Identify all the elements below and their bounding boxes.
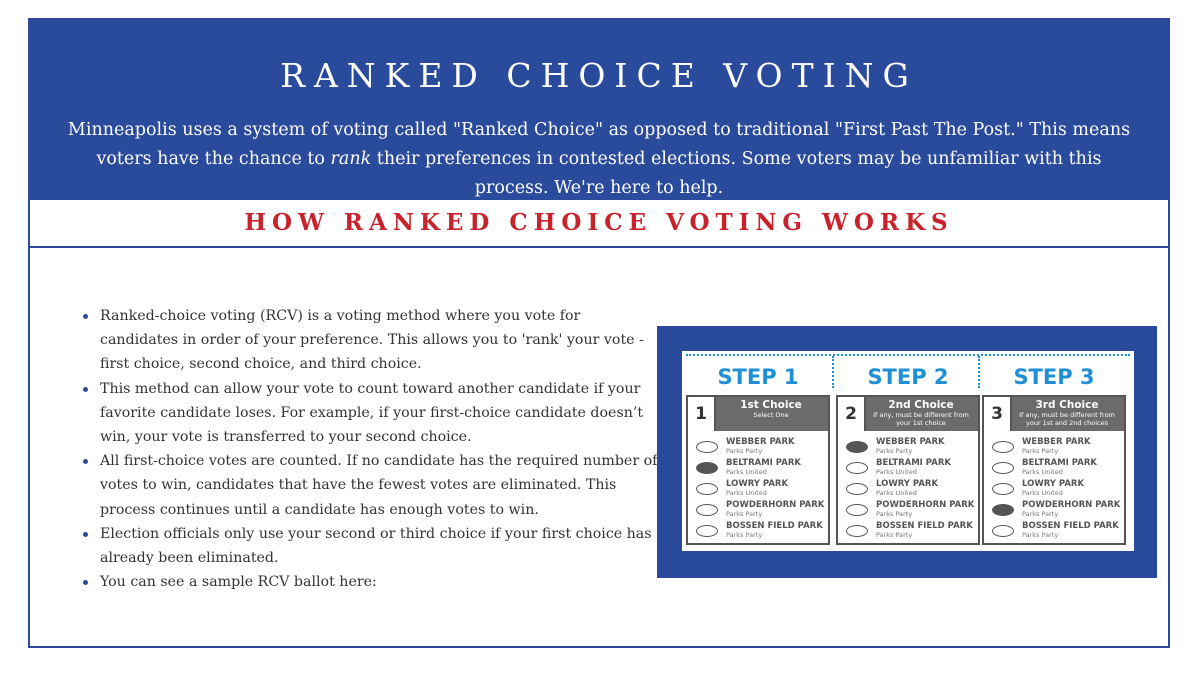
ballot-option bbox=[838, 479, 978, 501]
header-band bbox=[30, 20, 1168, 200]
ballot-option bbox=[984, 500, 1124, 522]
candidate-name: BELTRAMI PARK bbox=[1022, 458, 1097, 468]
ballot-option bbox=[688, 479, 828, 501]
ballot-option bbox=[838, 500, 978, 522]
section-heading: HOW RANKED CHOICE VOTING WORKS bbox=[30, 200, 1168, 248]
candidate-party: Parks United bbox=[726, 468, 767, 476]
bullet-item: Ranked-choice voting (RCV) is a voting method where you vote for candidates in order of your preference. This allows you to 'rank' your vote - first choice, second choice, and third choice. bbox=[100, 304, 660, 377]
dotted-rule bbox=[686, 354, 1130, 356]
step-title: STEP 1 bbox=[717, 365, 799, 389]
choice-title: 1st Choice bbox=[740, 399, 802, 411]
ballot-option bbox=[688, 437, 828, 459]
candidate-party: Parks Party bbox=[1022, 447, 1059, 455]
bullet-item: Election officials only use your second or third choice if your first choice has already been eliminated. bbox=[100, 522, 660, 570]
ballot-option bbox=[838, 458, 978, 480]
ballot-option bbox=[688, 500, 828, 522]
bullet-item: All first-choice votes are counted. If no candidate has the required number of votes to win, candidates that have the fewest votes are eliminated. This process continues until a candidate has enough votes to win. bbox=[100, 449, 660, 522]
candidate-name: POWDERHORN PARK bbox=[876, 500, 975, 510]
intro-part-2: their preferences in contested elections. Some voters may be unfamiliar with this process. We're here to help. bbox=[371, 149, 1102, 198]
empty-oval-icon bbox=[846, 525, 868, 537]
candidate-name: WEBBER PARK bbox=[726, 437, 795, 447]
candidate-name: LOWRY PARK bbox=[726, 479, 789, 489]
empty-oval-icon bbox=[696, 504, 718, 516]
candidate-party: Parks United bbox=[1022, 489, 1063, 497]
candidate-name: BOSSEN FIELD PARK bbox=[726, 521, 823, 531]
sample-ballot-image bbox=[657, 326, 1157, 578]
sample-ballot bbox=[682, 351, 1134, 551]
empty-oval-icon bbox=[992, 483, 1014, 495]
filled-oval-icon bbox=[992, 504, 1014, 516]
candidate-party: Parks Party bbox=[876, 510, 913, 518]
candidate-party: Parks Party bbox=[876, 447, 913, 455]
choice-column bbox=[982, 395, 1126, 545]
candidate-party: Parks Party bbox=[1022, 531, 1059, 539]
dotted-divider bbox=[978, 356, 980, 388]
empty-oval-icon bbox=[846, 462, 868, 474]
candidate-party: Parks Party bbox=[726, 510, 763, 518]
candidate-name: LOWRY PARK bbox=[1022, 479, 1085, 489]
filled-oval-icon bbox=[846, 441, 868, 453]
candidate-name: BELTRAMI PARK bbox=[726, 458, 801, 468]
ballot-step-2 bbox=[836, 357, 980, 547]
page-frame bbox=[28, 18, 1170, 648]
choice-instructions: If any, must be different from your 1st choice bbox=[873, 411, 969, 427]
choice-header bbox=[984, 397, 1124, 431]
ballot-option bbox=[984, 437, 1124, 459]
candidate-name: BOSSEN FIELD PARK bbox=[876, 521, 973, 531]
intro-text bbox=[60, 116, 1138, 203]
choice-instructions: Select One bbox=[753, 411, 789, 419]
page-title: RANKED CHOICE VOTING bbox=[280, 56, 918, 95]
candidate-name: POWDERHORN PARK bbox=[1022, 500, 1121, 510]
candidate-party: Parks Party bbox=[726, 447, 763, 455]
candidate-name: BOSSEN FIELD PARK bbox=[1022, 521, 1119, 531]
bullet-item: This method can allow your vote to count toward another candidate if your favorite candidate loses. For example, if your first-choice candidate doesn’t win, your vote is transferred to your second choice. bbox=[100, 377, 660, 450]
choice-title: 2nd Choice bbox=[888, 399, 954, 411]
empty-oval-icon bbox=[696, 441, 718, 453]
candidate-name: BELTRAMI PARK bbox=[876, 458, 951, 468]
candidate-party: Parks Party bbox=[876, 531, 913, 539]
ballot-option bbox=[688, 458, 828, 480]
ballot-option bbox=[984, 521, 1124, 543]
candidate-name: LOWRY PARK bbox=[876, 479, 939, 489]
ballot-step-3 bbox=[982, 357, 1126, 547]
candidate-party: Parks Party bbox=[1022, 510, 1059, 518]
step-title: STEP 3 bbox=[1013, 365, 1095, 389]
choice-column bbox=[686, 395, 830, 545]
choice-number: 1 bbox=[688, 397, 716, 431]
empty-oval-icon bbox=[696, 525, 718, 537]
empty-oval-icon bbox=[992, 462, 1014, 474]
empty-oval-icon bbox=[992, 525, 1014, 537]
candidate-party: Parks United bbox=[876, 489, 917, 497]
filled-oval-icon bbox=[696, 462, 718, 474]
empty-oval-icon bbox=[992, 441, 1014, 453]
intro-part-1: Minneapolis uses a system of voting called "Ranked Choice" as opposed to traditional "First Past The Post." This means voters have the chance to bbox=[67, 120, 1131, 169]
choice-title: 3rd Choice bbox=[1035, 399, 1099, 411]
choice-instructions: If any, must be different from your 1st and 2nd choices bbox=[1019, 411, 1115, 427]
bullet-list bbox=[78, 304, 660, 594]
candidate-party: Parks United bbox=[876, 468, 917, 476]
choice-number: 3 bbox=[984, 397, 1012, 431]
candidate-party: Parks United bbox=[1022, 468, 1063, 476]
ballot-option bbox=[984, 458, 1124, 480]
candidate-name: POWDERHORN PARK bbox=[726, 500, 825, 510]
ballot-option bbox=[838, 437, 978, 459]
choice-column bbox=[836, 395, 980, 545]
candidate-name: WEBBER PARK bbox=[876, 437, 945, 447]
ballot-option bbox=[838, 521, 978, 543]
ballot-option bbox=[984, 479, 1124, 501]
empty-oval-icon bbox=[846, 483, 868, 495]
choice-number: 2 bbox=[838, 397, 866, 431]
intro-emphasis: rank bbox=[330, 149, 372, 169]
bullet-item: You can see a sample RCV ballot here: bbox=[100, 570, 660, 594]
choice-header bbox=[838, 397, 978, 431]
choice-header bbox=[688, 397, 828, 431]
dotted-divider bbox=[832, 356, 834, 388]
candidate-party: Parks United bbox=[726, 489, 767, 497]
candidate-name: WEBBER PARK bbox=[1022, 437, 1091, 447]
ballot-step-1 bbox=[686, 357, 830, 547]
ballot-option bbox=[688, 521, 828, 543]
empty-oval-icon bbox=[696, 483, 718, 495]
step-title: STEP 2 bbox=[867, 365, 949, 389]
empty-oval-icon bbox=[846, 504, 868, 516]
candidate-party: Parks Party bbox=[726, 531, 763, 539]
